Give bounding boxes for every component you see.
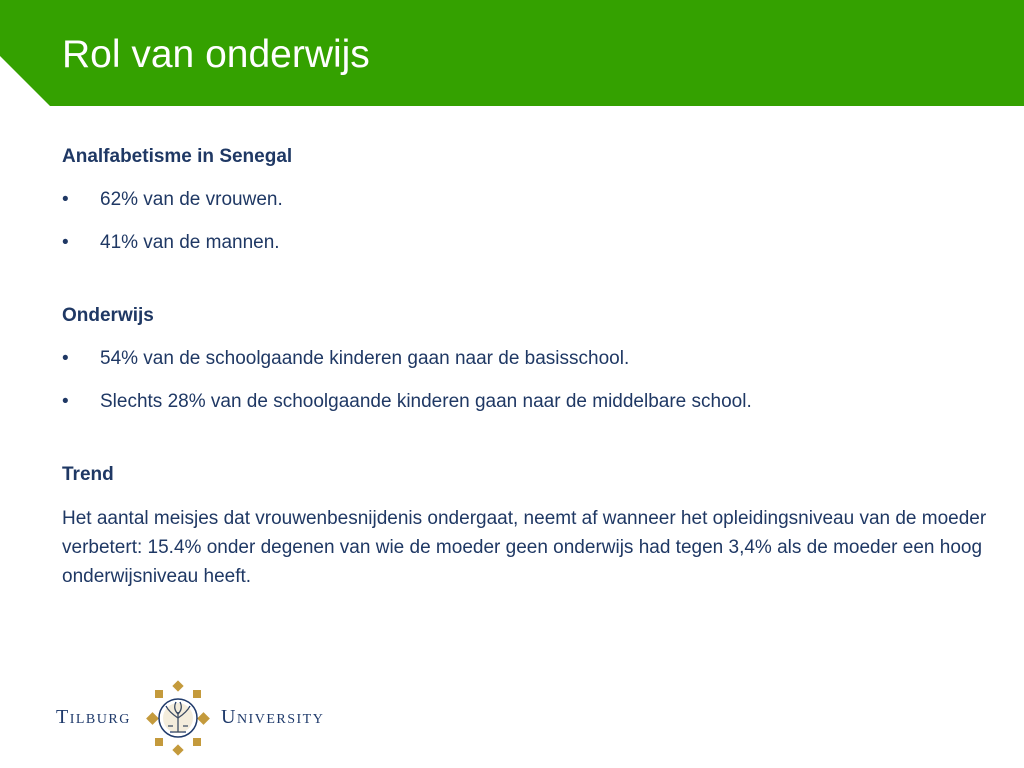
section-heading: Analfabetisme in Senegal [62, 146, 293, 167]
section-heading: Onderwijs [62, 305, 154, 326]
list-item-text: 62% van de vrouwen. [100, 189, 283, 210]
bullet-icon: • [62, 348, 69, 369]
bullet-icon: • [62, 189, 69, 210]
list-item [62, 229, 992, 257]
header-bar [0, 0, 1024, 106]
section-heading: Trend [62, 464, 114, 485]
slide-body [62, 143, 992, 591]
section-illiteracy [62, 143, 992, 257]
logo-word-right: University [221, 706, 325, 728]
bullet-icon: • [62, 232, 69, 253]
section-education [62, 302, 992, 416]
tilburg-seal-icon [144, 680, 212, 756]
section-trend [62, 461, 992, 591]
tilburg-university-logo [56, 680, 346, 756]
list-item [62, 345, 992, 373]
page-title: Rol van onderwijs [62, 33, 370, 76]
list-item-text: Slechts 28% van de schoolgaande kinderen gaan naar de middelbare school. [100, 391, 752, 412]
logo-word-left: Tilburg [56, 706, 131, 728]
trend-paragraph: Het aantal meisjes dat vrouwenbesnijdenis ondergaat, neemt af wanneer het opleidingsniveau van de moeder verbetert: 15.4% onder degenen van wie de moeder geen onderwijs had tegen 3,4% als de moeder een hoog onderwijsniveau heeft. [62, 508, 987, 587]
bullet-icon: • [62, 391, 69, 412]
list-item [62, 186, 992, 214]
list-item [62, 388, 992, 416]
list-item-text: 54% van de schoolgaande kinderen gaan naar de basisschool. [100, 348, 630, 369]
list-item-text: 41% van de mannen. [100, 232, 280, 253]
